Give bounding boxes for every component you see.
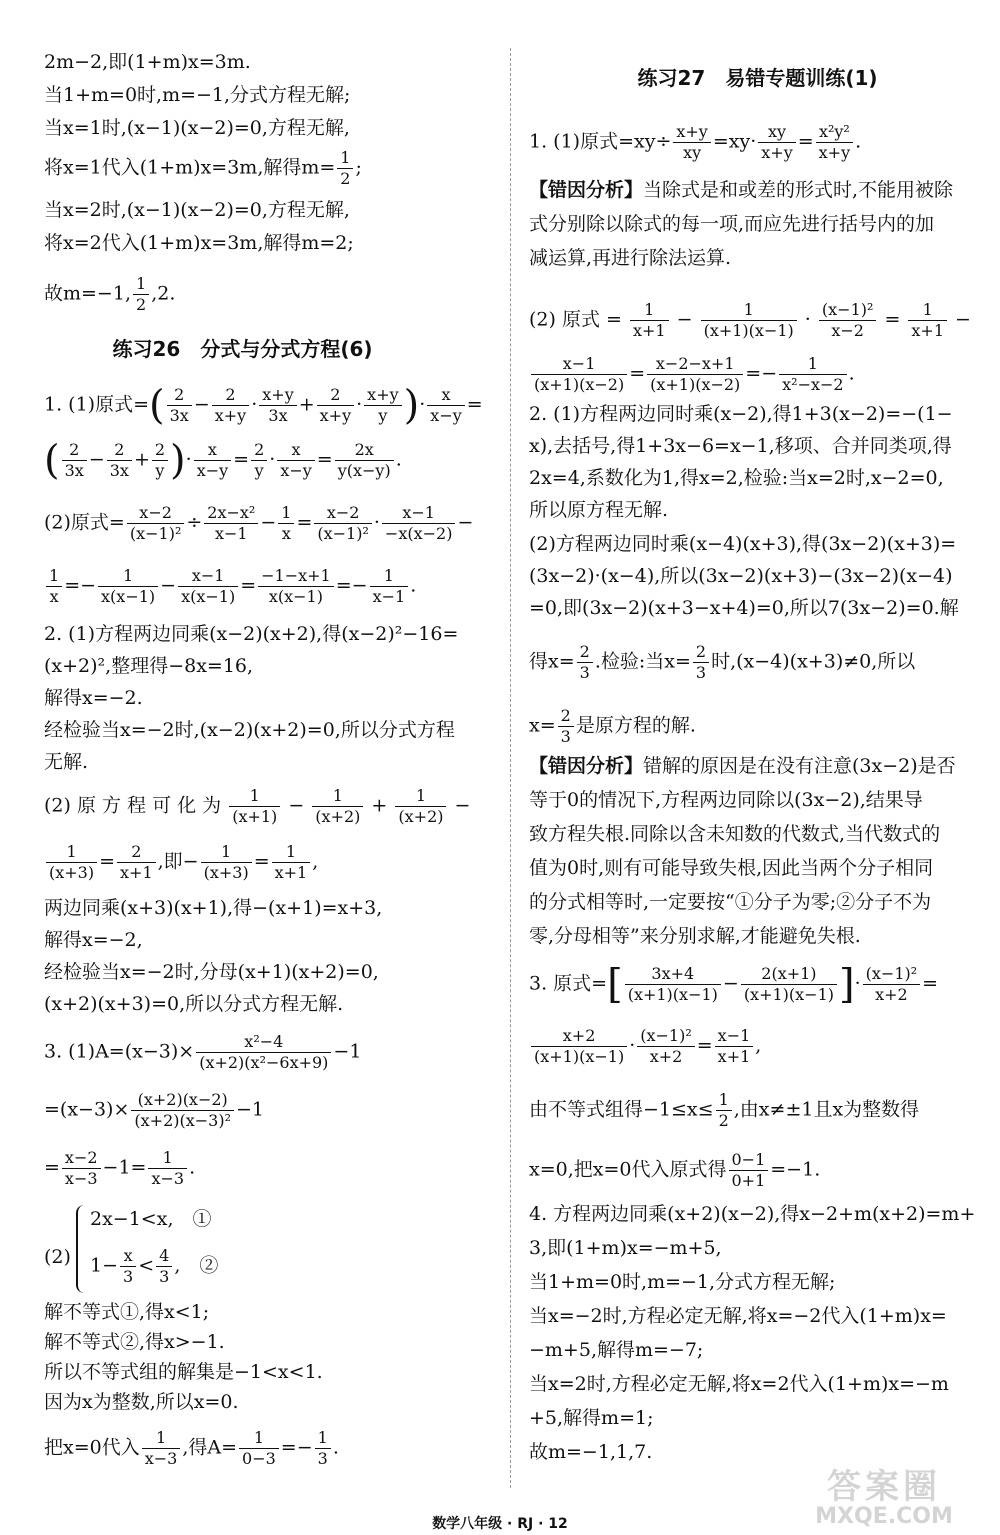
text-line: 式分别除以除式的每一项,而应先进行括号内的加 (529, 213, 935, 235)
section-title-26: 练习26 分式与分式方程(6) (112, 337, 373, 361)
text-line: 当1+m=0时,m=−1,分式方程无解; (529, 1271, 836, 1293)
formula-line: = $\frac{x-2}{x-3}$ −1= $\frac{1}{x-3}$ . (44, 1148, 196, 1188)
formula-line: (2) 原 方 程 可 化 为 $\frac{1}{(x+1)}$ − $\frac{1}{(x+2)}$ + $\frac{1}{(x+2)}$ − (44, 786, 471, 826)
text-line: 经检验当x=−2时,(x−2)(x+2)=0,所以分式方程 (44, 719, 455, 741)
text-line: 当1+m=0时,m=−1,分式方程无解; (44, 84, 351, 106)
text-line: +5,解得m=1; (529, 1407, 654, 1429)
formula-line: 1. (1)原式=( $\frac{2}{3x}$ − $\frac{2}{x+y}$ · $\frac{x+y}{3x}$ + $\frac{2}{x+y}$ · $\frac{x+y}{y}$ )· $\frac{x}{x-y}$ = (44, 382, 483, 429)
formula-line: $\frac{1}{x}$ =− $\frac{1}{x(x-1)}$ − $\frac{x-1}{x(x-1)}$ = $\frac{-1-x+1}{x(x-1)}$ =− $\frac{1}{x-1}$ . (44, 566, 416, 607)
text-line: (x+2)²,整理得−8x=16, (44, 655, 254, 677)
text-line: 等于0的情况下,方程两边同除以(3x−2),结果导 (529, 789, 923, 811)
system-brace (76, 1205, 88, 1293)
inequality-2: 1− $\frac{x}{3}$ < $\frac{4}{3}$ , ② (90, 1246, 219, 1286)
watermark-logo: 答案圈 MXQE.COM (815, 1467, 953, 1529)
text-line: 两边同乘(x+3)(x+1),得−(x+1)=x+3, (44, 897, 383, 919)
text-line: 零,分母相等”来分别求解,才能避免失根. (529, 925, 861, 947)
text-line: 2. (1)方程两边同时乘(x−2),得1+3(x−2)=−(1− (529, 403, 953, 425)
text-line: 当x=−2时,方程必定无解,将x=−2代入(1+m)x= (529, 1305, 947, 1327)
text-line: −m+5,解得m=−7; (529, 1339, 704, 1361)
formula-line: 3. 原式=[ $\frac{3x+4}{(x+1)(x-1)}$ − $\frac{2(x+1)}{(x+1)(x-1)}$ ]· $\frac{\text{(x−1)²}}{x+2}$ = (529, 961, 939, 1008)
text-line: 2m−2,即(1+m)x=3m. (44, 51, 251, 73)
text-line: x),去括号,得1+3x−6=x−1,移项、合并同类项,得 (529, 435, 952, 457)
text-line: 当x=2时,方程必定无解,将x=2代入(1+m)x=−m (529, 1373, 949, 1395)
text-line: =0,即(3x−2)(x+3−x+4)=0,所以7(3x−2)=0.解 (529, 597, 959, 619)
error-analysis-2: 【错因分析】错解的原因是在没有注意(3x−2)是否 (529, 755, 956, 777)
text-line: 当x=2时,(x−1)(x−2)=0,方程无解, (44, 199, 350, 221)
inequality-1: 2x−1<x, ① (90, 1208, 212, 1230)
text-line: 解不等式①,得x<1; (44, 1301, 210, 1323)
section-title-27: 练习27 易错专题训练(1) (637, 66, 878, 90)
system-label: (2) (44, 1246, 71, 1268)
text-line: 所以不等式组的解集是−1<x<1. (44, 1361, 323, 1383)
formula-line: 把x=0代入 $\frac{1}{x-3}$ ,得A= $\frac{1}{0-3}$ =− $\frac{1}{3}$ . (44, 1428, 339, 1468)
text-line: 解得x=−2. (44, 687, 143, 709)
formula-line: =(x−3)× $\frac{(x+2)(x-2)}{\text{(x+2)(x−3)²}}$ −1 (44, 1090, 265, 1130)
formula-line: 将x=1代入(1+m)x=3m,解得m= $\frac{1}{2}$ ; (44, 148, 362, 188)
text-line: 经检验当x=−2时,分母(x+1)(x+2)=0, (44, 961, 379, 983)
formula-line: $\frac{x-1}{(x+1)(x-2)}$ = $\frac{x-2-x+1}{(x+1)(x-2)}$ =− $\frac{1}{\text{x²−x−2}}$ . (529, 354, 855, 395)
fraction: $\frac{1}{2}$ (337, 148, 353, 189)
text-line: 值为0时,则有可能导致失根,因此当两个分子相同 (529, 857, 934, 879)
text-line: 3,即(1+m)x=−m+5, (529, 1237, 722, 1259)
formula-line: $\frac{1}{(x+3)}$ = $\frac{2}{x+1}$ ,即− $\frac{1}{(x+3)}$ = $\frac{1}{x+1}$ , (44, 842, 318, 883)
formula-line: 3. (1)A=(x−3)× $\frac{\text{x²−4}}{\text{(x+2)(x²−6x+9)}}$ −1 (44, 1032, 362, 1072)
text-line: 无解. (44, 751, 89, 773)
text-line: 因为x为整数,所以x=0. (44, 1391, 239, 1413)
text-line: 4. 方程两边同乘(x+2)(x−2),得x−2+m(x+2)=m+ (529, 1203, 976, 1225)
text-line: (2)方程两边同时乘(x−4)(x+3),得(3x−2)(x+3)= (529, 533, 957, 555)
page-footer: 数学八年级 · RJ · 12 (432, 1516, 568, 1532)
text-line: 解得x=−2, (44, 929, 143, 951)
error-analysis-1: 【错因分析】当除式是和或差的形式时,不能用被除 (529, 179, 954, 201)
column-divider (510, 48, 511, 1488)
formula-line: ( $\frac{2}{3x}$ − $\frac{2}{3x}$ + $\frac{2}{y}$ )· $\frac{x}{x-y}$ = $\frac{2}{y}$ · $\frac{x}{x-y}$ = $\frac{2x}{y(x-y)}$ . (44, 437, 402, 484)
fraction: $\frac{1}{2}$ (133, 274, 149, 315)
text-line: 致方程失根.同除以含未知数的代数式,当代数式的 (529, 823, 941, 845)
text-line: 减运算,再进行除法运算. (529, 247, 732, 269)
formula-line: $\frac{x+2}{(x+1)(x-1)}$ · $\frac{\text{(x−1)²}}{x+2}$ = $\frac{x-1}{x+1}$ , (529, 1026, 761, 1067)
formula-line: 故m=−1, $\frac{1}{2}$ ,2. (44, 274, 176, 314)
formula-line: x=0,把x=0代入原式得 $\frac{0-1}{0+1}$ =−1. (529, 1150, 821, 1190)
text-line: (x+2)(x+3)=0,所以分式方程无解. (44, 993, 344, 1015)
text-line: 当x=1时,(x−1)(x−2)=0,方程无解, (44, 117, 350, 139)
text-line: 故m=−1,1,7. (529, 1441, 653, 1463)
text-line: 2x=4,系数化为1,得x=2,检验:当x=2时,x−2=0, (529, 467, 944, 489)
text-line: (3x−2)·(x−4),所以(3x−2)(x+3)−(3x−2)(x−4) (529, 565, 953, 587)
formula-line: (2) 原式 = $\frac{1}{x+1}$ − $\frac{1}{(x+1)(x-1)}$ · $\frac{\text{(x−1)²}}{x-2}$ = $\frac{1}{x+1}$ − (529, 300, 971, 340)
text-line: 2. (1)方程两边同乘(x−2)(x+2),得(x−2)²−16= (44, 623, 459, 645)
formula-line: 由不等式组得−1≤x≤ $\frac{1}{2}$ ,由x≠±1且x为整数得 (529, 1090, 920, 1130)
text-line: 将x=2代入(1+m)x=3m,解得m=2; (44, 232, 354, 254)
formula-line: x= $\frac{2}{3}$ 是原方程的解. (529, 706, 696, 746)
formula-line: (2)原式= $\frac{x-2}{\text{(x−1)²}}$ ÷ $\frac{\text{2x−x²}}{x-1}$ − $\frac{1}{x}$ = $\frac{x-2}{\text{(x−1)²}}$ · $\frac{x-1}{-x(x-2)}$ − (44, 503, 474, 543)
formula-line: 得x= $\frac{2}{3}$ .检验:当x= $\frac{2}{3}$ 时,(x−4)(x+3)≠0,所以 (529, 642, 916, 682)
text-line: 的分式相等时,一定要按“①分子为零;②分子不为 (529, 891, 932, 913)
formula-line: 1. (1)原式=xy÷ $\frac{x+y}{xy}$ =xy· $\frac{xy}{x+y}$ = $\frac{\text{x²y²}}{x+y}$ . (529, 122, 862, 162)
text-line: 解不等式②,得x>−1. (44, 1331, 225, 1353)
text-line: 所以原方程无解. (529, 499, 669, 521)
